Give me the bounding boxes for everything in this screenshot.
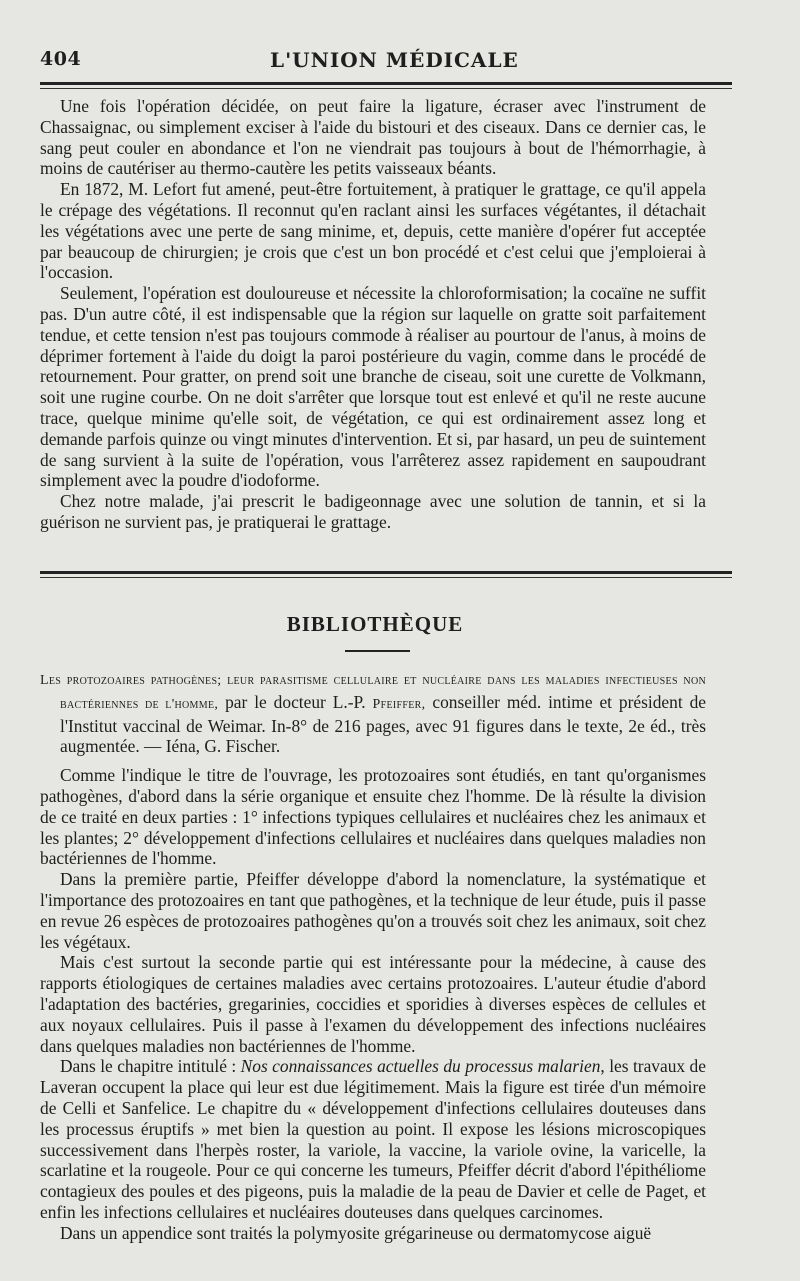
header-rule-thin	[40, 88, 732, 89]
chapter-title: Nos connaissances actuelles du processus malarien	[240, 1056, 601, 1077]
paragraph: Seulement, l'opération est douloureuse et nécessite la chloroformisation; la cocaïne ne suffit pas. D'un autre côté, il est indispensable que la région sur laquelle on gratte soit parfaitement tendue, et cette tension n'est pas toujours commode à réaliser au pourtour de l'anus, à moins de déprimer fortement à l'aide du doigt la paroi postérieure du vagin, comme dans le procédé de retournement. Pour gratter, on prend soit une branche de ciseau, soit une curette de Volkmann, soit une rugine courbe. On ne doit s'arrêter que lorsque tout est enlevé et qu'il ne reste aucune trace, quelque minime qu'elle soit, de végétation, ce qui est ordinairement assez long et demande parfois quinze ou vingt minutes d'intervention. Et si, par hasard, un peu de suintement de sang survient à la suite de l'opération, vous l'arrêterez assez rapidement en saupoudrant simplement avec la poudre d'iodoforme.	[40, 283, 706, 491]
book-details: conseiller méd. intime et président de l'Institut vaccinal de Weimar. In-8° de 216 pages, avec 91 figures dans le texte, 2e éd., très augmentée. — Iéna, G. Fischer.	[60, 691, 707, 757]
article-continuation	[40, 96, 706, 533]
paragraph: Une fois l'opération décidée, on peut faire la ligature, écraser avec l'instrument de Chassaignac, ou simplement exciser à l'aide du bistouri et des ciseaux. Dans ce dernier cas, le sang peut couler en abondance et l'on ne viendrait pas toujours à bout de l'hémorrhagie, à moins de cautériser au thermo-cautère les petits vaisseaux béants.	[40, 96, 706, 179]
author-surname: Pfeiffer,	[372, 696, 426, 712]
paragraph: Dans un appendice sont traités la polymyosite grégarineuse ou dermatomycose aiguë	[60, 1222, 652, 1243]
page-number: 404	[40, 48, 82, 70]
book-reference	[40, 668, 706, 757]
bibliography-section	[40, 668, 706, 1244]
paragraph: En 1872, M. Lefort fut amené, peut-être fortuitement, à pratiquer le grattage, ce qu'il appela le crépage des végétations. Il reconnut qu'en raclant ainsi les surfaces végétantes, il détachait les végétations avec une perte de sang minime, et, depuis, cette manière d'opérer fut acceptée par beaucoup de chirurgien; je crois que c'est un bon procédé et c'est celui que j'emploierai à l'occasion.	[40, 179, 706, 283]
section-separator	[40, 571, 732, 574]
paragraph: Dans la première partie, Pfeiffer développe d'abord la nomenclature, la systématique et l'importance des protozoaires en tant que pathogènes, et la technique de leur étude, puis il passe en revue 26 espèces de protozoaires pathogènes qu'on a trouvés soit chez les animaux, soit chez les végétaux.	[40, 869, 706, 952]
section-title-rule	[345, 650, 410, 652]
paragraph: Mais c'est surtout la seconde partie qui est intéressante pour la médecine, à cause des rapports étiologiques de certaines maladies avec certains protozoaires. L'auteur étudie d'abord l'adaptation des bactéries, gregarinies, coccidies et sporidies à diverses espèces de cellules et aux noyaux cellulaires. Puis il passe à l'examen du développement des infections nucléaires dans quelques maladies non bactériennes de l'homme.	[40, 952, 706, 1056]
running-header	[40, 48, 730, 78]
paragraph: Chez notre malade, j'ai prescrit le badigeonnage avec une solution de tannin, et si la guérison ne survient pas, je pratiquerai le grattage.	[40, 491, 706, 532]
paragraph: Comme l'indique le titre de l'ouvrage, les protozoaires sont étudiés, en tant qu'organismes pathogènes, d'abord dans la série organique et ensuite chez l'homme. De là résulte la division de ce traité en deux parties : 1° infections typiques cellulaires et nucléaires chez les animaux et les plantes; 2° développement d'infections cellulaires et nucléaires dans quelques maladies non bactériennes de l'homme.	[40, 765, 706, 869]
header-rule	[40, 82, 732, 85]
author-prefix: par le docteur	[218, 691, 333, 712]
text-run: , les travaux de Laveran occupent la place qui leur est due légitimement. Mais la figure est tirée d'un mémoire de Celli et Sanfelice. Le chapitre du « développement d'infections cellulaires douteuses dans les processus éruptifs » met bien la question au point. Il expose les lésions microscopiques successivement dans l'herpès roster, la variole, la vaccine, la variole ovine, la varicelle, la scarlatine et la rougeole. Pour ce qui concerne les tumeurs, Pfeiffer décrit d'abord l'épithéliome contagieux des poules et des pigeons, puis la maladie de la peau de Davier et celle de Paget, et enfin les infections cellulaires et nucléaires douteuses dans quelques carcinomes.	[40, 1056, 706, 1222]
paragraph	[40, 1056, 706, 1222]
text-run: Dans le chapitre intitulé :	[60, 1056, 241, 1077]
section-separator-thin	[40, 577, 732, 578]
author-initials: L.-P.	[332, 691, 373, 712]
journal-title: L'UNION MÉDICALE	[270, 48, 519, 72]
section-title: BIBLIOTHÈQUE	[286, 612, 464, 636]
book-title: Les protozoaires pathogènes; leur parasitisme cellulaire et nucléaire dans les maladies infectieuses non bactériennes de l'homme,	[40, 673, 706, 712]
